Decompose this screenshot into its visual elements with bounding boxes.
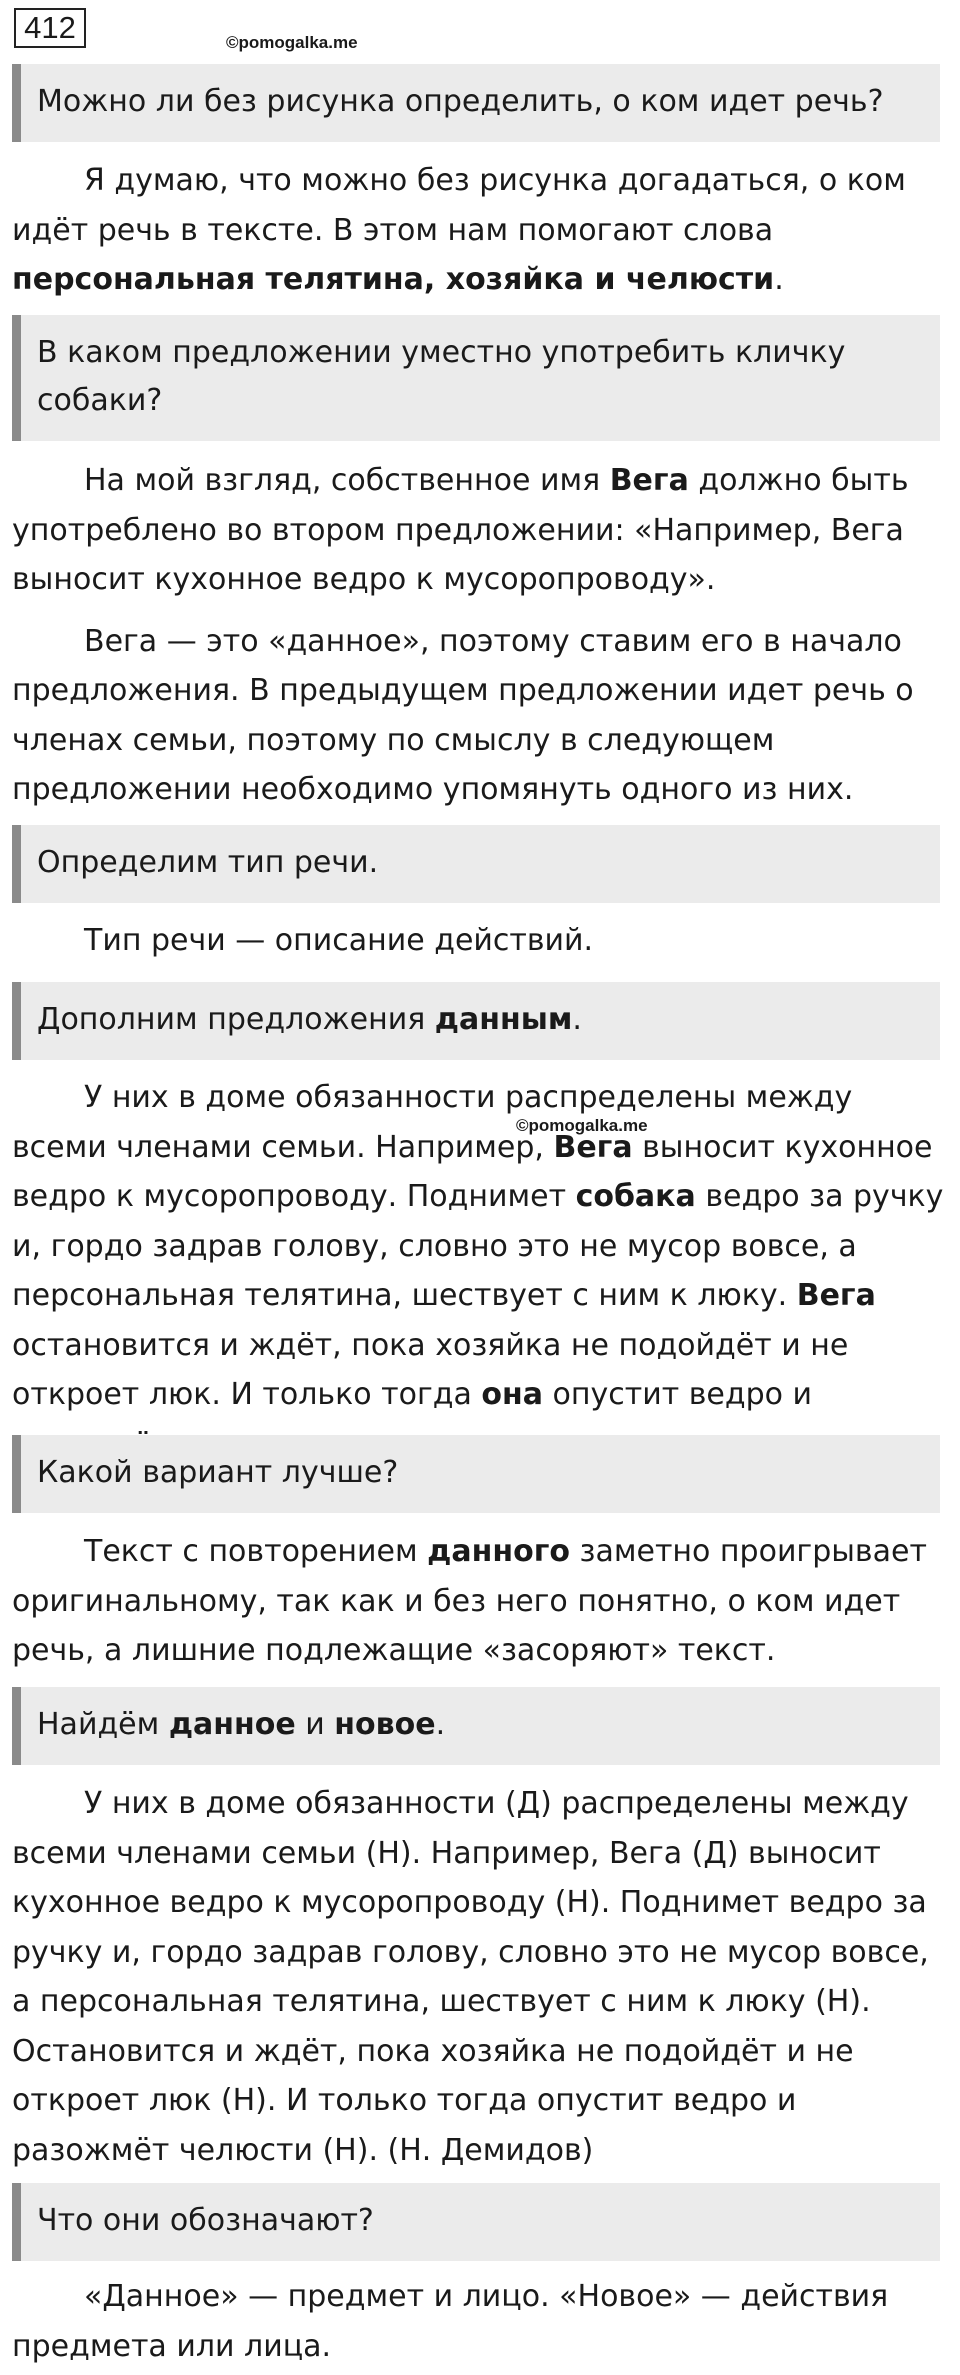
- question-6-text-c: и: [295, 1707, 335, 1742]
- question-block-7: [12, 2183, 940, 2261]
- answer-5-t2: заметно проигрывает оригинальному, так как и без него понятно, о ком идет речь, а лишние подлежащие «засоряют» текст.: [12, 1534, 927, 1668]
- answer-block-3: [12, 916, 948, 966]
- answer-5-b1: данного: [427, 1534, 570, 1569]
- answer-block-7: [12, 2272, 948, 2371]
- question-4-bold: данным: [434, 1002, 573, 1037]
- question-6-bold-d: новое: [334, 1707, 436, 1742]
- answer-block-5: [12, 1527, 948, 1676]
- answer-4-paragraph: [12, 1073, 948, 1469]
- answer-4-t2: выносит кухонное ведро к мусоропроводу. Поднимет: [12, 1129, 933, 1214]
- question-4-text: [37, 1002, 582, 1037]
- question-6-bold-b: данное: [168, 1707, 296, 1742]
- question-6-text-e: .: [435, 1707, 446, 1742]
- watermark-middle: ©pomogalka.me: [516, 1116, 648, 1135]
- answer-block-4: [12, 1073, 948, 1469]
- question-block-3: [12, 825, 940, 903]
- question-4-text-a: Дополним предложения: [37, 1002, 435, 1037]
- answer-block-1: [12, 156, 948, 305]
- question-3-text: Определим тип речи.: [37, 845, 379, 880]
- answer-6-paragraph: У них в доме обязанности (Д) распределены между всеми членами семьи (Н). Например, Вега (Д) выносит кухонное ведро к мусоропроводу (Н). Поднимет ведро за ручку и, гордо задрав голову, словно это не мусор вовсе, а персональная телятина, шествует с ним к люку (Н). Остановится и ждёт, пока хозяйка не подойдёт и не откроет люк (Н). И только тогда опустит ведро и разожмёт челюсти (Н). (Н. Демидов): [12, 1786, 929, 2168]
- answer-2-bold: Вега: [609, 463, 689, 498]
- answer-2-text-b: должно быть употреблено во втором предложении: «Например, Вега выносит кухонное ведро к мусоропроводу».: [12, 463, 909, 597]
- answer-4-t3: ведро за ручку и, гордо задрав голову, словно это не мусор вовсе, а персональная телятина, шествует с ним к люку.: [12, 1179, 944, 1313]
- question-2-text: В каком предложении уместно употребить кличку собаки?: [37, 335, 846, 418]
- question-block-4: [12, 982, 940, 1060]
- answer-4-t4: остановится и ждёт, пока хозяйка не подойдёт и не откроет люк. И только тогда: [12, 1327, 849, 1412]
- question-4-text-c: .: [572, 1002, 582, 1037]
- answer-4-t5: опустит ведро и: [552, 1377, 813, 1412]
- task-number-box: 412: [14, 8, 86, 48]
- question-block-1: [12, 64, 940, 142]
- answer-4-t1: У них в доме обязанности распределены между всеми членами семьи. Например,: [12, 1080, 853, 1165]
- question-block-2: [12, 315, 940, 441]
- answer-5-t1: Текст с повторением: [84, 1534, 428, 1569]
- question-7-text: Что они обозначают?: [37, 2203, 374, 2238]
- question-5-text: Какой вариант лучше?: [37, 1455, 399, 1490]
- answer-block-2: [12, 456, 948, 815]
- question-block-6: [12, 1687, 940, 1765]
- question-1-text: Можно ли без рисунка определить, о ком идет речь?: [37, 84, 884, 119]
- question-block-5: [12, 1435, 940, 1513]
- answer-2-paragraph-2: Вега — это «данное», поэтому ставим его в начало предложения. В предыдущем предложении идет речь о членах семьи, поэтому по смыслу в следующем предложении необходимо упомянуть одного из них.: [12, 623, 914, 807]
- answer-4-b4: она: [481, 1377, 543, 1412]
- answer-2-paragraph-1: [12, 456, 948, 605]
- answer-4-b3: Вега: [796, 1278, 876, 1313]
- question-6-text: [37, 1707, 445, 1742]
- answer-4-b2: собака: [575, 1179, 696, 1214]
- answer-1-paragraph: [12, 156, 948, 305]
- answer-3-paragraph: Тип речи — описание действий.: [84, 923, 594, 958]
- answer-7-paragraph: «Данное» — предмет и лицо. «Новое» — действия предмета или лица.: [12, 2279, 889, 2364]
- answer-4-b1: Вега: [553, 1129, 633, 1165]
- answer-block-6: [12, 1779, 948, 2175]
- answer-2-text-a: На мой взгляд, собственное имя: [84, 463, 610, 498]
- answer-1-bold: персональная телятина, хозяйка и челюсти: [12, 262, 775, 297]
- watermark-top: ©pomogalka.me: [226, 33, 358, 52]
- answer-1-end: .: [774, 262, 784, 297]
- question-6-text-a: Найдём: [37, 1707, 169, 1742]
- answer-5-paragraph: [12, 1527, 948, 1676]
- answer-1-text: Я думаю, что можно без рисунка догадаться, о ком идёт речь в тексте. В этом нам помогают слова: [12, 163, 906, 248]
